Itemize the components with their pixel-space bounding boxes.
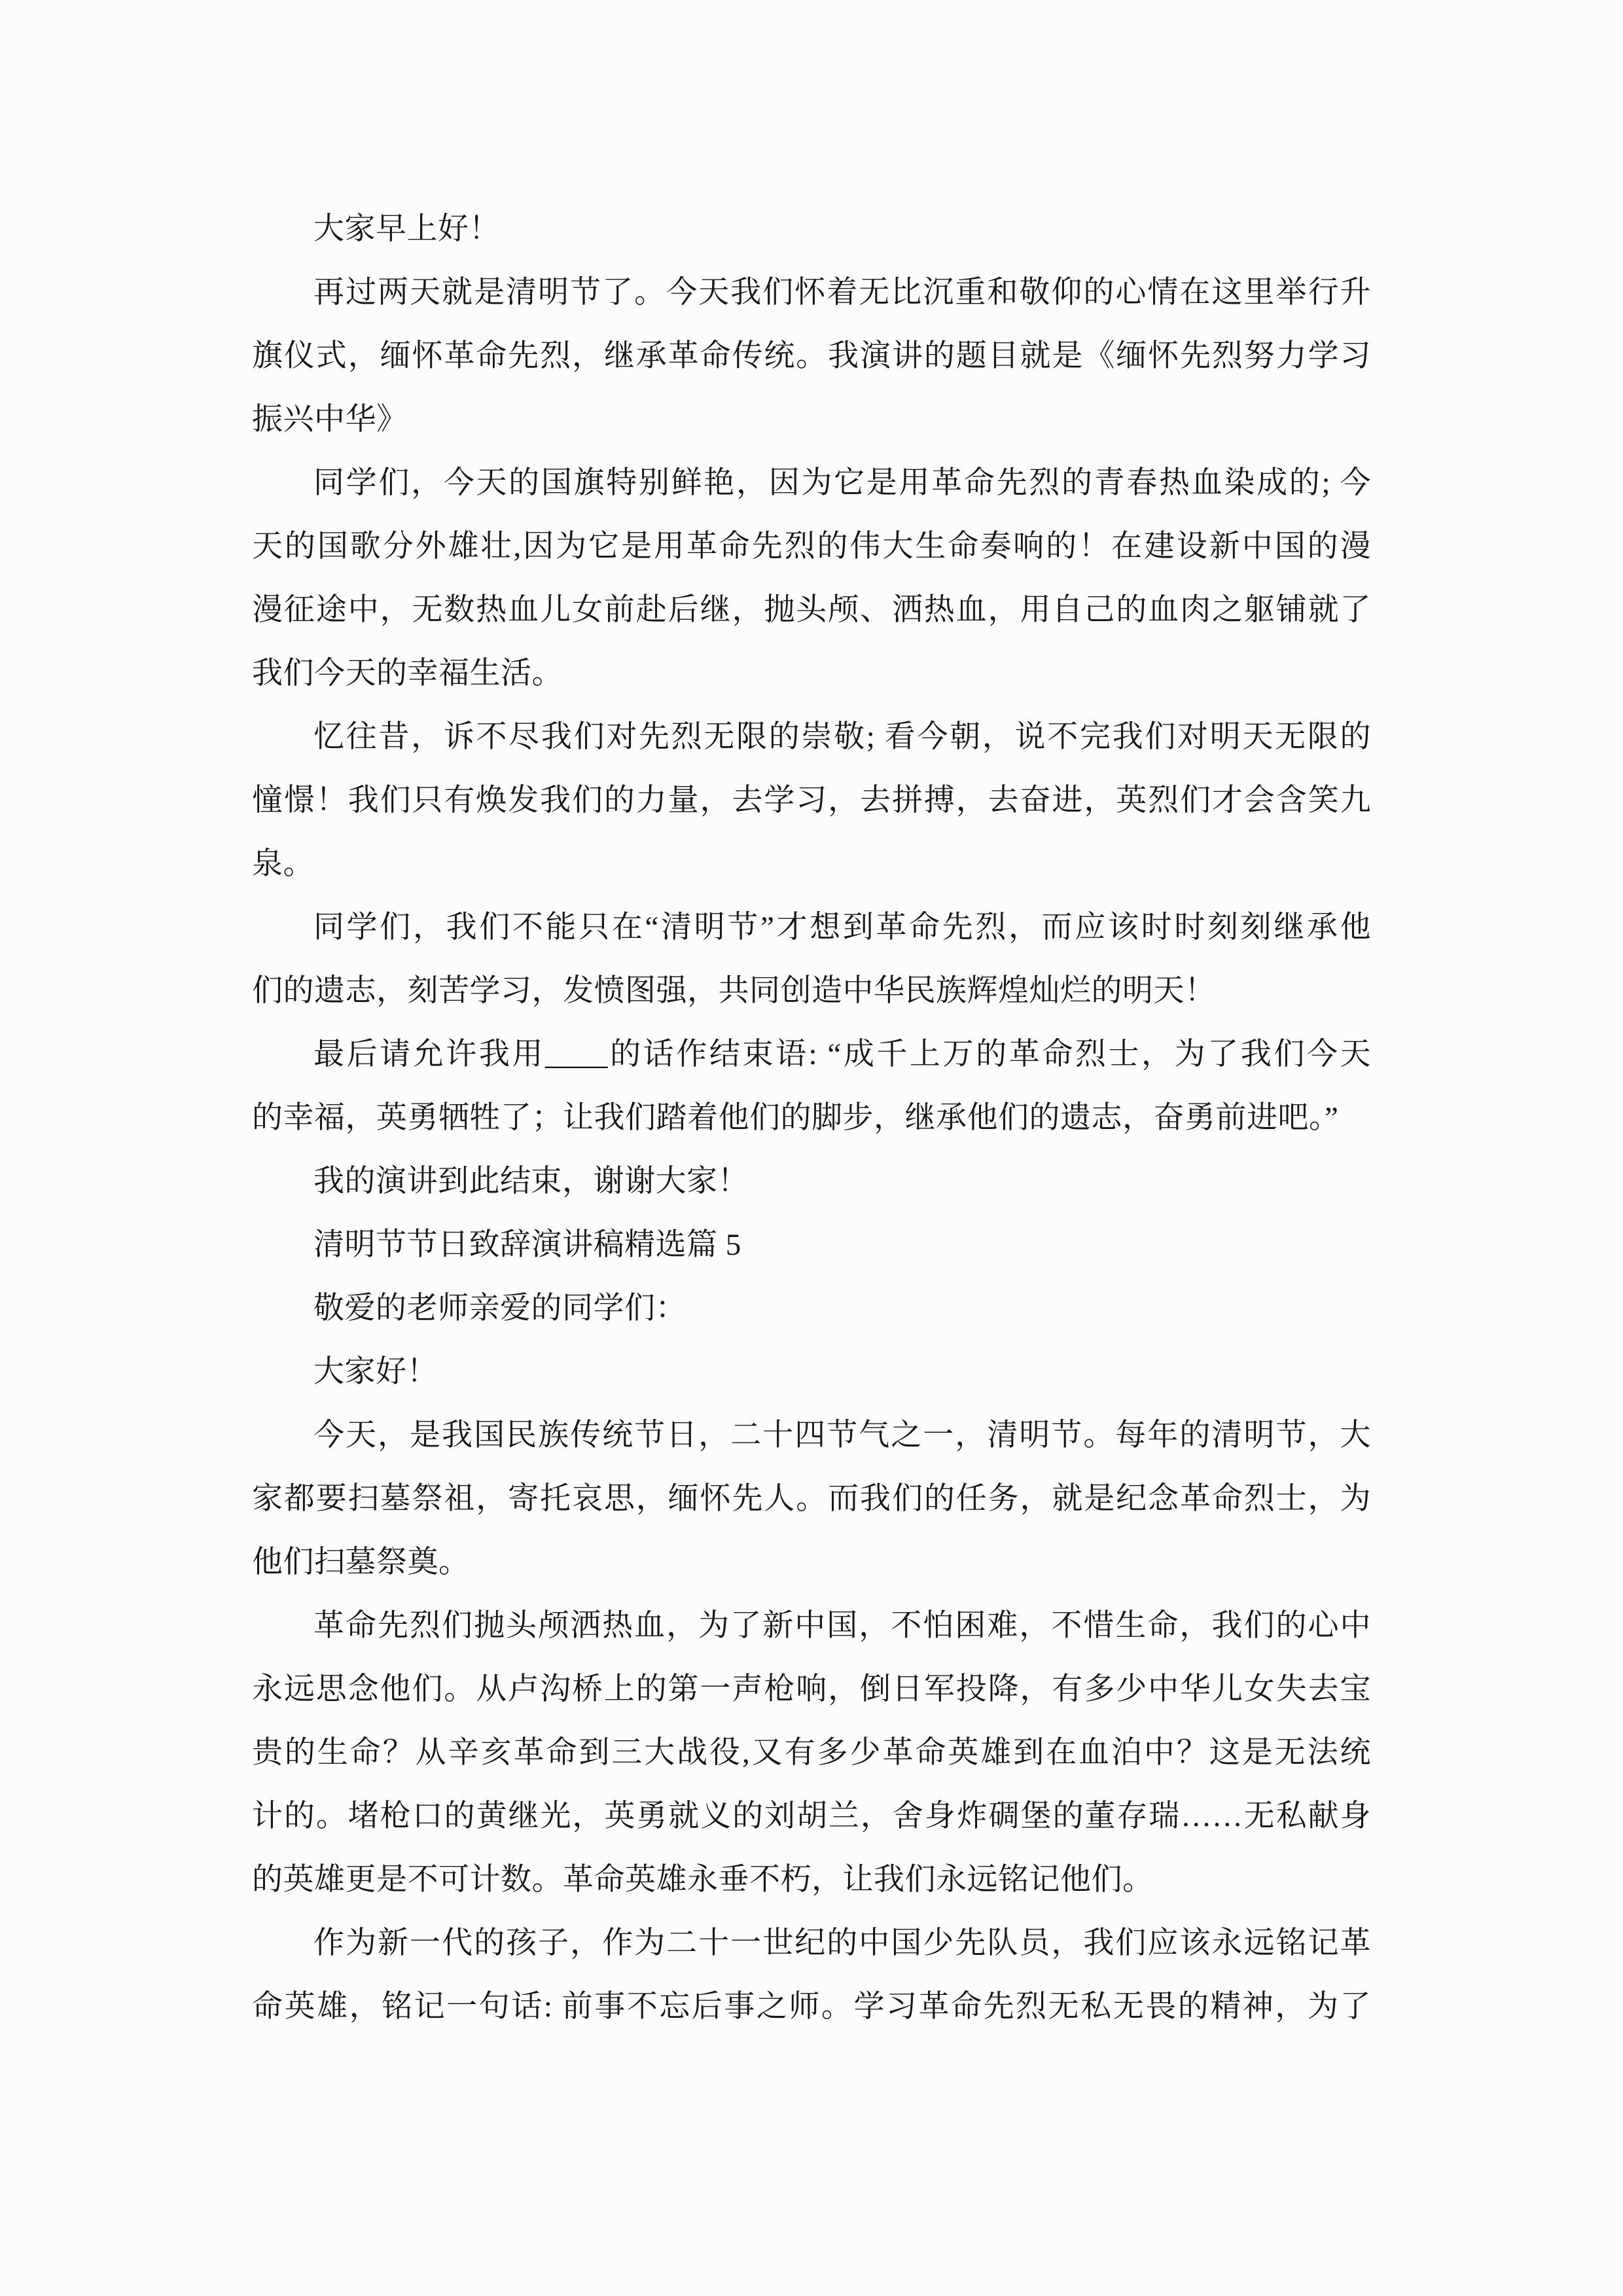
text-line: 同学们，今天的国旗特别鲜艳，因为它是用革命先烈的青春热血染成的; 今 [313, 466, 1371, 500]
text-line: 天的国歌分外雄壮,因为它是用革命先烈的伟大生命奏响的！在建设新中国的漫 [252, 529, 1371, 564]
text-line: 永远思念他们。从卢沟桥上的第一声枪响，倒日军投降，有多少中华儿女失去宝 [252, 1672, 1371, 1706]
text-line: 漫征途中，无数热血儿女前赴后继，抛头颅、洒热血，用自己的血肉之躯铺就了 [252, 593, 1371, 627]
text-line: 计的。堵枪口的黄继光，英勇就义的刘胡兰，舍身炸碉堡的董存瑞……无私献身 [252, 1799, 1371, 1833]
text-line: 同学们，我们不能只在“清明节”才想到革命先烈，而应该时时刻刻继承他 [313, 910, 1371, 944]
paragraph [252, 1023, 1371, 1150]
text-line: 敬爱的老师亲爱的同学们： [313, 1291, 687, 1325]
text-line: 憧憬！我们只有焕发我们的力量，去学习，去拼搏，去奋进，英烈们才会含笑九 [252, 783, 1371, 817]
text-line: 大家早上好！ [313, 212, 500, 246]
paragraph [252, 198, 1371, 261]
text-line: 家都要扫墓祭祖，寄托哀思，缅怀先人。而我们的任务，就是纪念革命烈士，为 [252, 1482, 1371, 1516]
text-line: 振兴中华》 [252, 403, 408, 437]
text-line: 们的遗志，刻苦学习，发愤图强，共同创造中华民族辉煌灿烂的明天！ [252, 974, 1216, 1008]
text-line: 作为新一代的孩子，作为二十一世纪的中国少先队员，我们应该永远铭记革 [313, 1926, 1371, 1960]
paragraph [252, 706, 1371, 896]
text-line: 的幸福，英勇牺牲了；让我们踏着他们的脚步，继承他们的遗志，奋勇前进吧。” [252, 1101, 1339, 1135]
paragraph [252, 896, 1371, 1023]
text-line: 他们扫墓祭奠。 [252, 1545, 470, 1579]
paragraph [252, 452, 1371, 706]
text-line: 再过两天就是清明节了。今天我们怀着无比沉重和敬仰的心情在这里举行升 [313, 276, 1371, 310]
paragraph [252, 1213, 1371, 1277]
text-line: 忆往昔，诉不尽我们对先烈无限的崇敬; 看今朝，说不完我们对明天无限的 [313, 720, 1371, 754]
text-line: 今天，是我国民族传统节日，二十四节气之一，清明节。每年的清明节，大 [313, 1418, 1371, 1452]
text-line: 我们今天的幸福生活。 [252, 656, 563, 691]
paragraph [252, 1404, 1371, 1594]
text-line: 贵的生命？从辛亥革命到三大战役,又有多少革命英雄到在血泊中？这是无法统 [252, 1736, 1371, 1770]
document-body [252, 198, 1371, 2039]
paragraph [252, 1594, 1371, 1912]
text-line: 的英雄更是不可计数。革命英雄永垂不朽，让我们永远铭记他们。 [252, 1863, 1154, 1897]
paragraph [252, 261, 1371, 452]
text-line: 最后请允许我用____的话作结束语: “成千上万的革命烈士，为了我们今天 [313, 1037, 1371, 1071]
paragraph [252, 1150, 1371, 1213]
text-line: 我的演讲到此结束，谢谢大家！ [313, 1164, 749, 1198]
text-line: 泉。 [252, 847, 314, 881]
text-line: 革命先烈们抛头颅洒热血，为了新中国，不怕困难，不惜生命，我们的心中 [313, 1609, 1371, 1643]
text-line: 命英雄，铭记一句话: 前事不忘后事之师。学习革命先烈无私无畏的精神，为了 [252, 1990, 1371, 2024]
text-line: 清明节节日致辞演讲稿精选篇 5 [313, 1228, 741, 1262]
paragraph [252, 1277, 1371, 1340]
text-line: 大家好！ [313, 1355, 438, 1389]
paragraph [252, 1912, 1371, 2039]
paragraph [252, 1340, 1371, 1404]
text-line: 旗仪式，缅怀革命先烈，继承革命传统。我演讲的题目就是《缅怀先烈努力学习 [252, 339, 1371, 373]
